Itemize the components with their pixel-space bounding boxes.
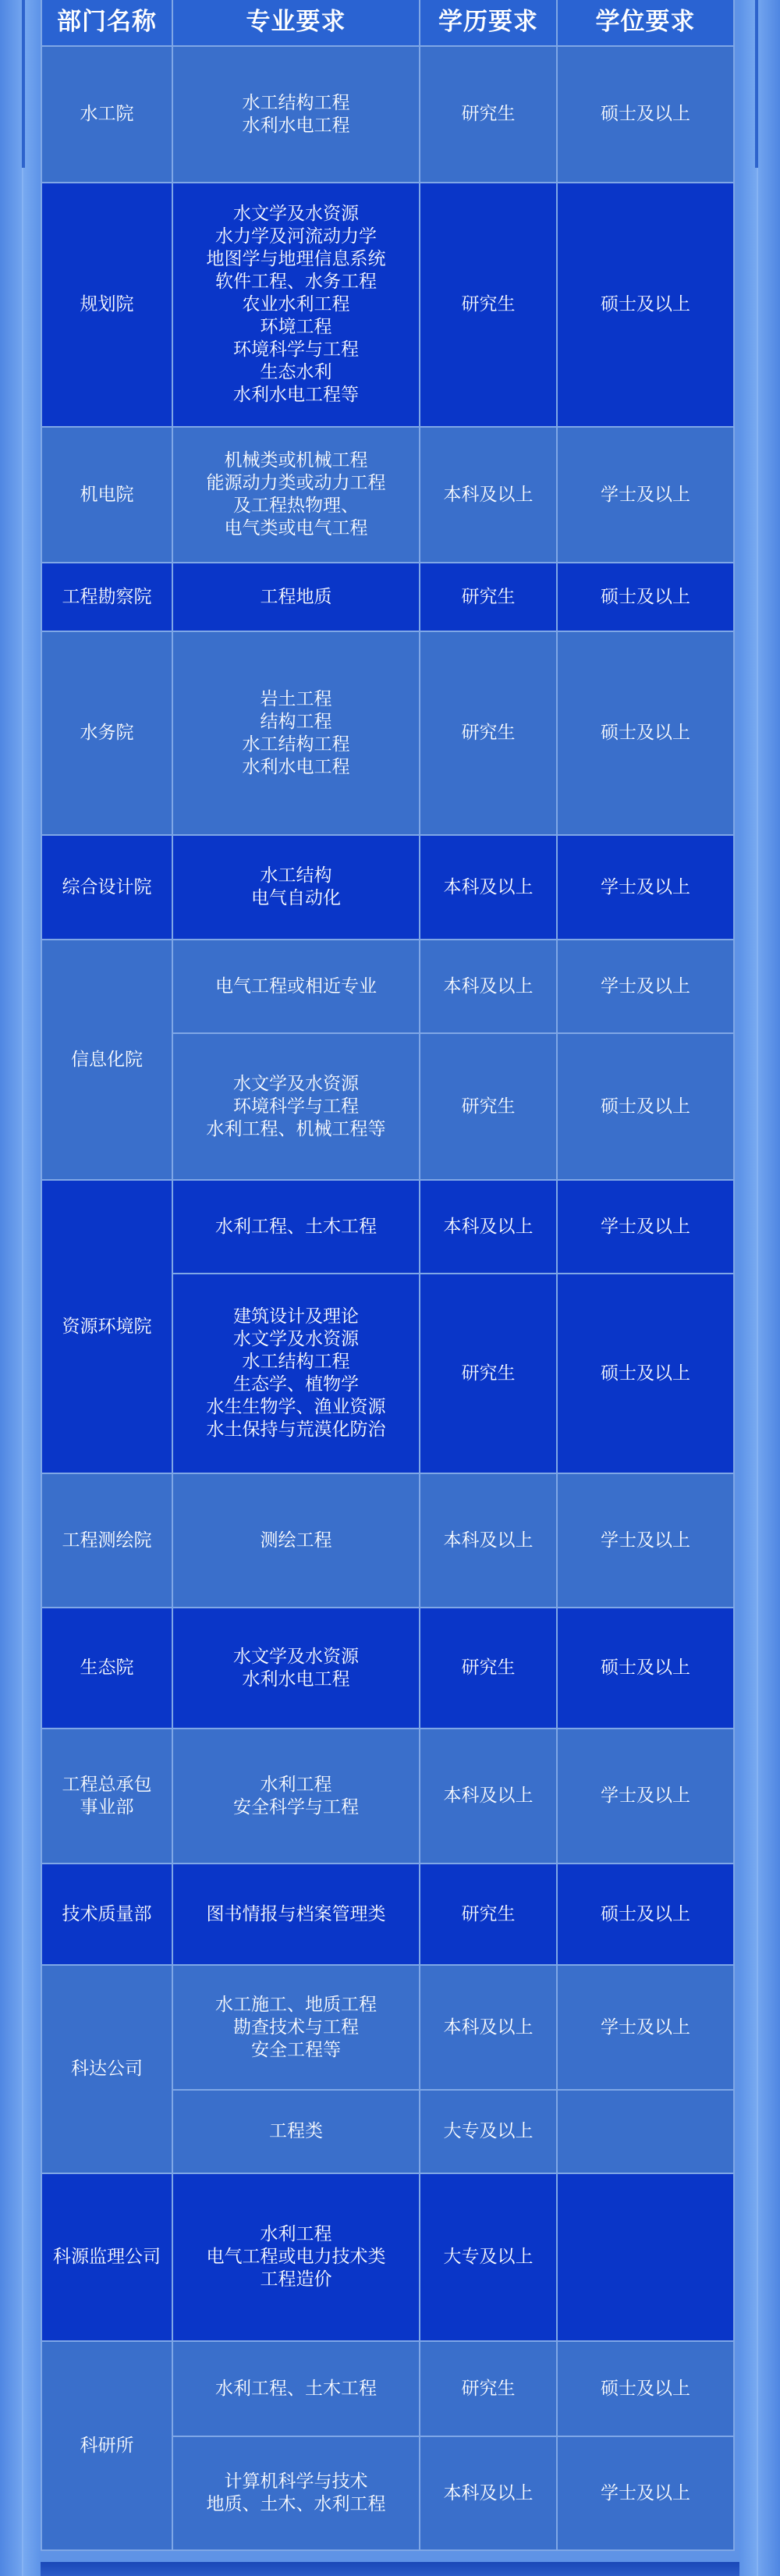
left-frame-line-lower	[22, 168, 23, 2576]
table-row	[41, 2173, 734, 2341]
major-cell: 水利工程 电气工程或电力技术类 工程造价	[172, 2173, 420, 2341]
dept-cell: 资源环境院	[41, 1180, 172, 1473]
degree-cell: 硕士及以上	[557, 1608, 734, 1729]
table-row	[41, 631, 734, 835]
dept-cell: 信息化院	[41, 940, 172, 1180]
table-row	[41, 563, 734, 631]
degree-cell: 硕士及以上	[557, 2341, 734, 2436]
degree-cell: 学士及以上	[557, 940, 734, 1033]
bottom-strip	[41, 2562, 739, 2576]
table-row	[41, 46, 734, 183]
dept-cell: 综合设计院	[41, 835, 172, 940]
right-frame	[739, 0, 780, 2576]
degree-cell: 硕士及以上	[557, 631, 734, 835]
degree-cell: 学士及以上	[557, 1729, 734, 1864]
education-cell: 本科及以上	[420, 1180, 557, 1274]
header-major: 专业要求	[172, 0, 420, 46]
dept-cell: 技术质量部	[41, 1864, 172, 1965]
table-row	[41, 835, 734, 940]
major-cell: 水利工程 安全科学与工程	[172, 1729, 420, 1864]
education-cell: 研究生	[420, 1274, 557, 1473]
major-cell: 水工结构工程 水利水电工程	[172, 46, 420, 183]
major-cell: 水利工程、土木工程	[172, 1180, 420, 1274]
table-row	[41, 1608, 734, 1729]
header-degree: 学位要求	[557, 0, 734, 46]
dept-cell: 科源监理公司	[41, 2173, 172, 2341]
table-header-row	[41, 0, 734, 46]
major-cell: 图书情报与档案管理类	[172, 1864, 420, 1965]
major-cell: 电气工程或相近专业	[172, 940, 420, 1033]
education-cell: 研究生	[420, 46, 557, 183]
degree-cell: 硕士及以上	[557, 1274, 734, 1473]
education-cell: 研究生	[420, 1864, 557, 1965]
degree-cell: 硕士及以上	[557, 46, 734, 183]
degree-cell: 硕士及以上	[557, 183, 734, 427]
major-cell: 水文学及水资源 水利水电工程	[172, 1608, 420, 1729]
degree-cell: 学士及以上	[557, 1965, 734, 2090]
education-cell: 本科及以上	[420, 940, 557, 1033]
degree-cell: 学士及以上	[557, 1180, 734, 1274]
right-frame-line-lower	[757, 168, 758, 2576]
major-cell: 水文学及水资源 环境科学与工程 水利工程、机械工程等	[172, 1033, 420, 1180]
left-frame	[0, 0, 41, 2576]
education-cell: 研究生	[420, 1608, 557, 1729]
education-cell: 本科及以上	[420, 2436, 557, 2550]
education-cell: 本科及以上	[420, 1729, 557, 1864]
major-cell: 水文学及水资源 水力学及河流动力学 地图学与地理信息系统 软件工程、水务工程 农业水利工程 环境工程 环境科学与工程 生态水利 水利水电工程等	[172, 183, 420, 427]
dept-cell: 机电院	[41, 427, 172, 563]
major-cell: 机械类或机械工程 能源动力类或动力工程 及工程热物理、 电气类或电气工程	[172, 427, 420, 563]
major-cell: 建筑设计及理论 水文学及水资源 水工结构工程 生态学、植物学 水生生物学、渔业资源 水土保持与荒漠化防治	[172, 1274, 420, 1473]
table-row	[41, 940, 734, 1033]
table-row	[41, 1729, 734, 1864]
degree-cell: 硕士及以上	[557, 1033, 734, 1180]
degree-cell	[557, 2090, 734, 2173]
table-row	[41, 1180, 734, 1274]
degree-cell: 硕士及以上	[557, 563, 734, 631]
table-row	[41, 1965, 734, 2090]
dept-cell: 水工院	[41, 46, 172, 183]
header-education: 学历要求	[420, 0, 557, 46]
table-row	[41, 1864, 734, 1965]
dept-cell: 科达公司	[41, 1965, 172, 2173]
dept-cell: 水务院	[41, 631, 172, 835]
education-cell: 研究生	[420, 1033, 557, 1180]
dept-cell: 工程勘察院	[41, 563, 172, 631]
right-frame-line	[755, 0, 758, 168]
education-cell: 研究生	[420, 183, 557, 427]
major-cell: 工程类	[172, 2090, 420, 2173]
table-row	[41, 1473, 734, 1608]
education-cell: 大专及以上	[420, 2173, 557, 2341]
table-row	[41, 2341, 734, 2436]
major-cell: 岩土工程 结构工程 水工结构工程 水利水电工程	[172, 631, 420, 835]
major-cell: 水工施工、地质工程 勘查技术与工程 安全工程等	[172, 1965, 420, 2090]
dept-cell: 工程测绘院	[41, 1473, 172, 1608]
education-cell: 研究生	[420, 563, 557, 631]
degree-cell	[557, 2173, 734, 2341]
degree-cell: 学士及以上	[557, 427, 734, 563]
major-cell: 计算机科学与技术 地质、土木、水利工程	[172, 2436, 420, 2550]
dept-cell: 规划院	[41, 183, 172, 427]
major-cell: 水利工程、土木工程	[172, 2341, 420, 2436]
major-cell: 测绘工程	[172, 1473, 420, 1608]
degree-cell: 学士及以上	[557, 835, 734, 940]
dept-cell: 生态院	[41, 1608, 172, 1729]
major-cell: 水工结构 电气自动化	[172, 835, 420, 940]
education-cell: 本科及以上	[420, 1965, 557, 2090]
recruitment-requirements-table	[41, 0, 735, 2551]
dept-cell: 科研所	[41, 2341, 172, 2550]
major-cell: 工程地质	[172, 563, 420, 631]
table-row	[41, 183, 734, 427]
header-department: 部门名称	[41, 0, 172, 46]
education-cell: 本科及以上	[420, 835, 557, 940]
left-frame-line	[22, 0, 25, 168]
education-cell: 本科及以上	[420, 427, 557, 563]
degree-cell: 学士及以上	[557, 1473, 734, 1608]
education-cell: 本科及以上	[420, 1473, 557, 1608]
education-cell: 研究生	[420, 631, 557, 835]
education-cell: 大专及以上	[420, 2090, 557, 2173]
degree-cell: 学士及以上	[557, 2436, 734, 2550]
table-row	[41, 427, 734, 563]
dept-cell: 工程总承包 事业部	[41, 1729, 172, 1864]
education-cell: 研究生	[420, 2341, 557, 2436]
degree-cell: 硕士及以上	[557, 1864, 734, 1965]
